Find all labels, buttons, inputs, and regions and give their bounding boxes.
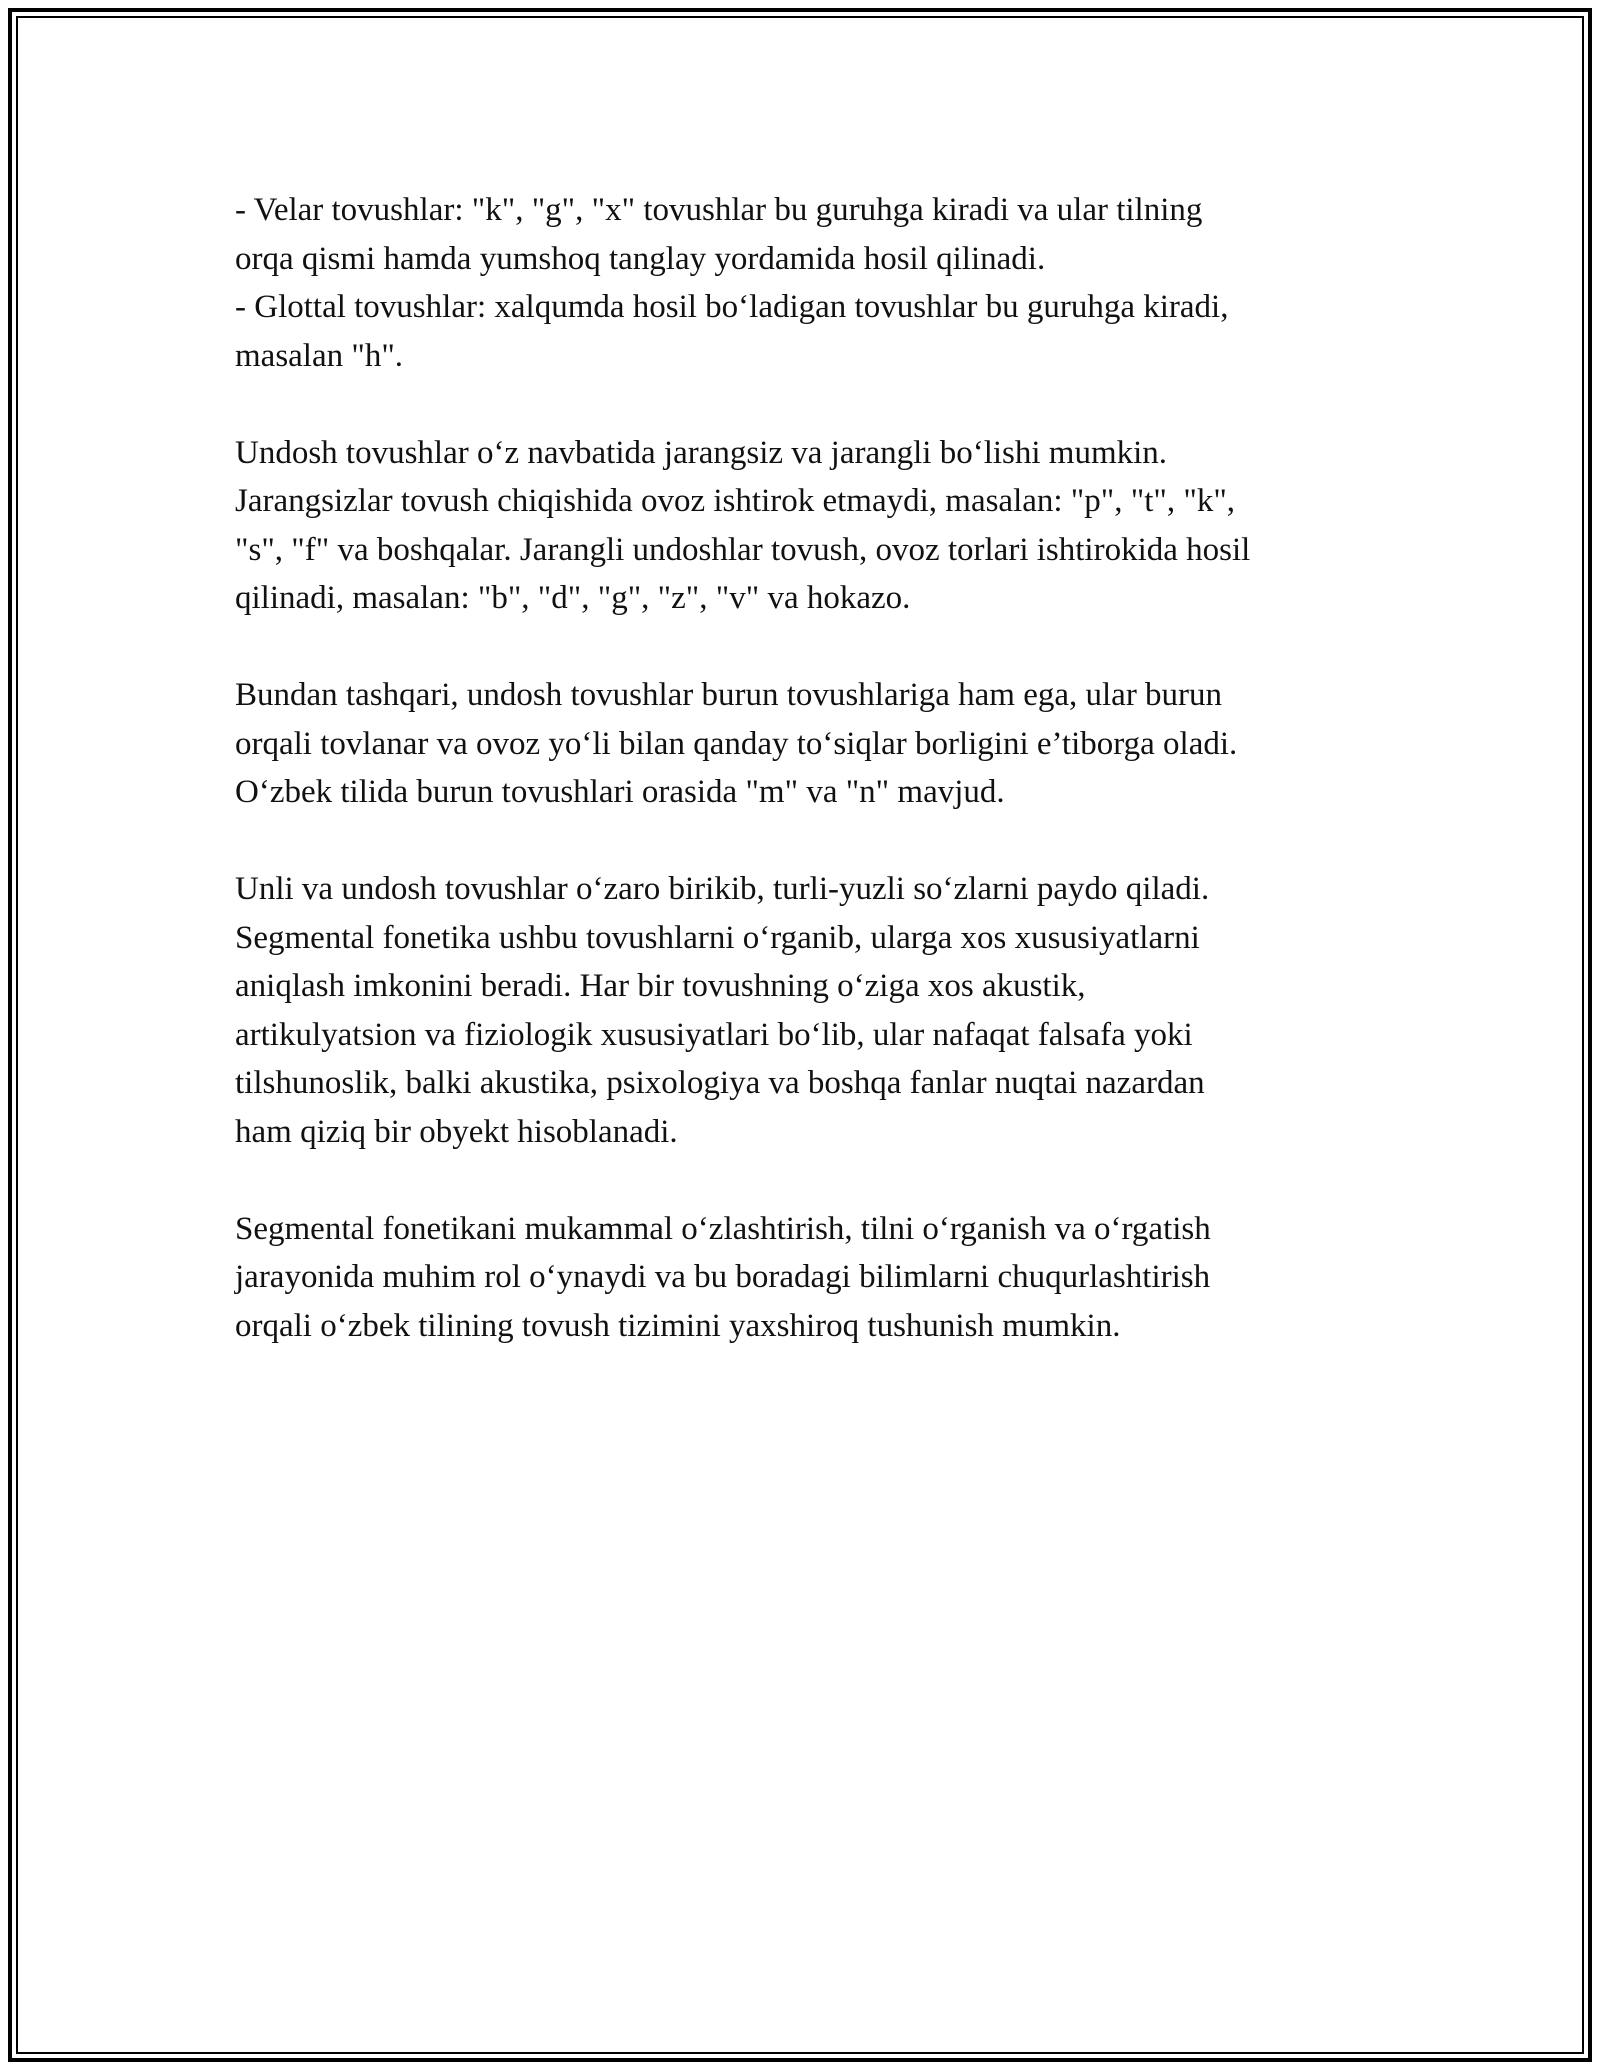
paragraph-gap: [235, 623, 1385, 672]
text-line: Unli va undosh tovushlar o‘zaro birikib, turli-yuzli so‘zlarni paydo qiladi.: [235, 871, 1210, 907]
text-line: Segmental fonetikani mukammal o‘zlashtirish, tilni o‘rganish va o‘rgatish: [235, 1210, 1211, 1247]
text-line: qilinadi, masalan: "b", "d", "g", "z", "v" va hokazo.: [235, 580, 911, 616]
text-line: - Velar tovushlar: "k", "g", "x" tovushlar bu guruhga kiradi va ular tilning: [235, 192, 1203, 228]
text-line: orqali o‘zbek tilining tovush tizimini yaxshiroq tushunish mumkin.: [235, 1307, 1121, 1344]
text-line: Jarangsizlar tovush chiqishida ovoz ishtirok etmaydi, masalan: "p", "t", "k",: [235, 483, 1236, 519]
paragraph-gap: [235, 1156, 1385, 1205]
paragraph-gap: [235, 380, 1385, 429]
text-line: orqali tovlanar va ovoz yo‘li bilan qanday to‘siqlar borligini e’tiborga oladi.: [235, 725, 1238, 762]
document-body: [235, 186, 1385, 1350]
text-line: O‘zbek tilida burun tovushlari orasida "m" va "n" mavjud.: [235, 774, 1005, 810]
paragraph-gap: [235, 817, 1385, 866]
text-line: Bundan tashqari, undosh tovushlar burun tovushlariga ham ega, ular burun: [235, 677, 1223, 713]
paragraph-segmental-phonetics: [235, 865, 1385, 1156]
paragraph-nasal: [235, 671, 1385, 817]
text-line: Undosh tovushlar o‘z navbatida jarangsiz va jarangli bo‘lishi mumkin.: [235, 434, 1168, 471]
paragraph-velar-glottal: [235, 186, 1385, 380]
text-line: - Glottal tovushlar: xalqumda hosil bo‘ladigan tovushlar bu guruhga kiradi,: [235, 289, 1229, 325]
text-line: orqa qismi hamda yumshoq tanglay yordamida hosil qilinadi.: [235, 240, 1046, 277]
text-line: jarayonida muhim rol o‘ynaydi va bu boradagi bilimlarni chuqurlashtirish: [235, 1259, 1211, 1295]
paragraph-conclusion: [235, 1205, 1385, 1351]
text-line: Segmental fonetika ushbu tovushlarni o‘rganib, ularga xos xususiyatlarni: [235, 919, 1200, 956]
text-line: aniqlash imkonini beradi. Har bir tovushning o‘ziga xos akustik,: [235, 968, 1086, 1004]
text-line: ham qiziq bir obyekt hisoblanadi.: [235, 1113, 678, 1150]
text-line: artikulyatsion va fiziologik xususiyatlari bo‘lib, ular nafaqat falsafa yoki: [235, 1016, 1193, 1053]
paragraph-voiced-voiceless: [235, 429, 1385, 623]
text-line: masalan "h".: [235, 337, 404, 374]
text-line: "s", "f" va boshqalar. Jarangli undoshlar tovush, ovoz torlari ishtirokida hosil: [235, 531, 1251, 568]
text-line: tilshunoslik, balki akustika, psixologiya va boshqa fanlar nuqtai nazardan: [235, 1065, 1205, 1101]
